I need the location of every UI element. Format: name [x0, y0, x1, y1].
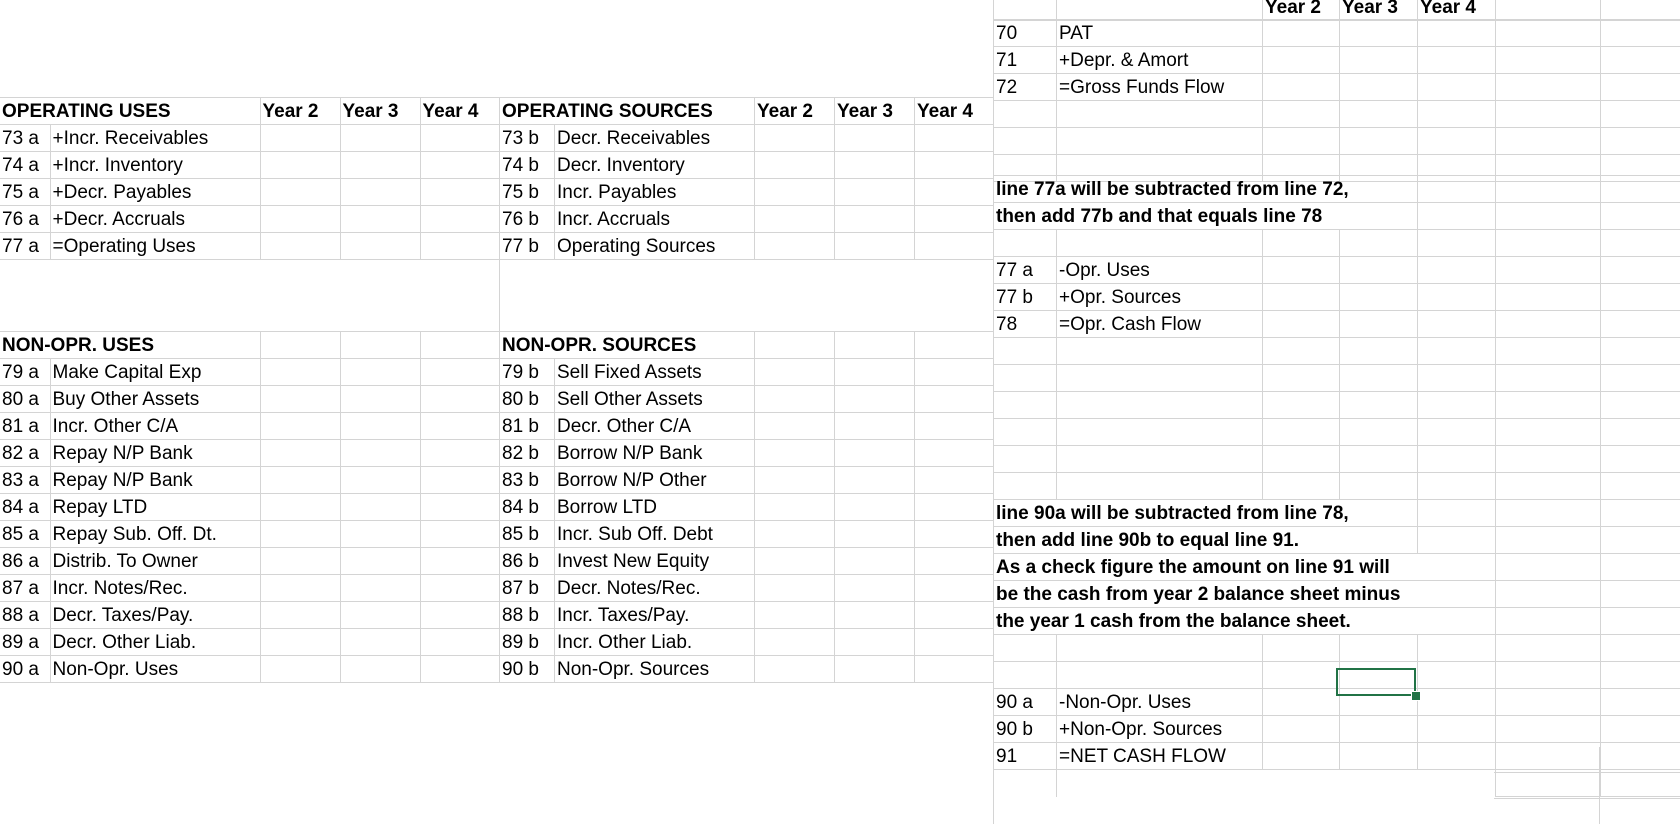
row-num[interactable]: 82 b [500, 440, 555, 467]
table-row [994, 257, 1680, 284]
table-row [0, 548, 499, 575]
row-num[interactable]: 75 b [500, 179, 555, 206]
table-row [500, 206, 994, 233]
row-num[interactable]: 77 b [500, 233, 555, 260]
row-label[interactable]: =Gross Funds Flow [1057, 74, 1263, 101]
nonopr-uses-table [0, 331, 500, 683]
header-year2[interactable]: Year 2 [1263, 0, 1340, 21]
column-divider [993, 669, 994, 824]
row-num[interactable]: 91 [994, 743, 1057, 770]
col-year3[interactable]: Year 3 [340, 98, 420, 125]
row-label[interactable]: Incr. Other Liab. [555, 629, 755, 656]
operating-sources-title[interactable]: OPERATING SOURCES [500, 98, 755, 125]
right-header-table [993, 0, 1680, 21]
table-row [994, 311, 1680, 338]
table-row [0, 602, 499, 629]
note2-line3[interactable]: As a check figure the amount on line 91 will [994, 554, 1496, 581]
row-num[interactable]: 85 b [500, 521, 555, 548]
row-num[interactable]: 88 b [500, 602, 555, 629]
table-row [0, 467, 499, 494]
note1-line1[interactable]: line 77a will be subtracted from line 72, [994, 176, 1418, 203]
row-label[interactable]: +Incr. Receivables [50, 125, 260, 152]
table-row [994, 284, 1680, 311]
row-num[interactable]: 77 b [994, 284, 1057, 311]
col-year4[interactable]: Year 4 [915, 98, 994, 125]
row-label[interactable]: -Opr. Uses [1057, 257, 1263, 284]
row-label[interactable]: Decr. Inventory [555, 152, 755, 179]
row-num[interactable]: 86 b [500, 548, 555, 575]
row-label[interactable]: Incr. Sub Off. Debt [555, 521, 755, 548]
col-year4[interactable]: Year 4 [420, 98, 499, 125]
table-row [0, 413, 499, 440]
row-num[interactable]: 74 b [500, 152, 555, 179]
table-row [500, 467, 994, 494]
table-row [0, 440, 499, 467]
row-num[interactable]: 83 b [500, 467, 555, 494]
row-label[interactable]: Decr. Taxes/Pay. [50, 602, 260, 629]
row-num[interactable]: 76 a [0, 206, 50, 233]
row-label[interactable]: Repay N/P Bank [50, 440, 260, 467]
row-label[interactable]: =Opr. Cash Flow [1057, 311, 1263, 338]
row-num[interactable]: 84 b [500, 494, 555, 521]
table-row [0, 152, 499, 179]
gross-flow-table [993, 19, 1680, 182]
row-label[interactable]: Invest New Equity [555, 548, 755, 575]
row-num[interactable]: 77 a [994, 257, 1057, 284]
row-label[interactable]: +Depr. & Amort [1057, 47, 1263, 74]
nonopr-uses-title[interactable]: NON-OPR. USES [0, 332, 260, 359]
row-num[interactable]: 90 a [994, 689, 1057, 716]
row-num[interactable]: 80 a [0, 386, 50, 413]
row-num[interactable]: 87 a [0, 575, 50, 602]
row-num[interactable]: 73 b [500, 125, 555, 152]
row-num[interactable]: 78 [994, 311, 1057, 338]
row-label[interactable]: Decr. Other Liab. [50, 629, 260, 656]
operating-uses-title[interactable]: OPERATING USES [0, 98, 260, 125]
row-label[interactable]: +Decr. Payables [50, 179, 260, 206]
note2-line5[interactable]: the year 1 cash from the balance sheet. [994, 608, 1496, 635]
row-num[interactable]: 79 b [500, 359, 555, 386]
row-label[interactable]: Incr. Other C/A [50, 413, 260, 440]
table-row [0, 386, 499, 413]
row-label[interactable]: Decr. Other C/A [555, 413, 755, 440]
row-num[interactable]: 70 [994, 20, 1057, 47]
row-label[interactable]: +Non-Opr. Sources [1057, 716, 1263, 743]
row-label[interactable]: Borrow N/P Bank [555, 440, 755, 467]
table-row [500, 494, 994, 521]
table-row [500, 548, 994, 575]
row-num[interactable]: 79 a [0, 359, 50, 386]
nonopr-sources-table [499, 331, 994, 683]
row-num[interactable]: 74 a [0, 152, 50, 179]
row-num[interactable]: 87 b [500, 575, 555, 602]
row-label[interactable]: Make Capital Exp [50, 359, 260, 386]
table-row [0, 521, 499, 548]
table-row [500, 656, 994, 683]
row-label[interactable]: Decr. Notes/Rec. [555, 575, 755, 602]
row-label[interactable]: Non-Opr. Uses [50, 656, 260, 683]
row-label[interactable]: Incr. Notes/Rec. [50, 575, 260, 602]
row-label[interactable]: Incr. Taxes/Pay. [555, 602, 755, 629]
table-row [500, 125, 994, 152]
table-row [0, 494, 499, 521]
header-year4[interactable]: Year 4 [1418, 0, 1496, 21]
row-label[interactable]: Sell Other Assets [555, 386, 755, 413]
table-row [0, 629, 499, 656]
row-label[interactable]: Non-Opr. Sources [555, 656, 755, 683]
table-row [500, 629, 994, 656]
column-divider [1599, 747, 1600, 824]
row-num[interactable]: 88 a [0, 602, 50, 629]
operating-uses-table [0, 97, 500, 260]
row-label[interactable]: =Operating Uses [50, 233, 260, 260]
row-num[interactable]: 90 b [994, 716, 1057, 743]
table-row [994, 20, 1680, 47]
row-label[interactable]: PAT [1057, 20, 1263, 47]
table-row [500, 179, 994, 206]
row-label[interactable]: Incr. Payables [555, 179, 755, 206]
row-label[interactable]: Distrib. To Owner [50, 548, 260, 575]
col-year3[interactable]: Year 3 [835, 98, 915, 125]
table-row [500, 233, 994, 260]
table-row [500, 152, 994, 179]
row-label[interactable]: Buy Other Assets [50, 386, 260, 413]
row-label[interactable]: Repay LTD [50, 494, 260, 521]
table-row [0, 359, 499, 386]
note1-line2[interactable]: then add 77b and that equals line 78 [994, 203, 1418, 230]
table-row [0, 656, 499, 683]
row-num[interactable]: 81 b [500, 413, 555, 440]
row-label[interactable]: +Decr. Accruals [50, 206, 260, 233]
row-num[interactable]: 83 a [0, 467, 50, 494]
row-divider [1494, 798, 1680, 799]
row-label[interactable]: Repay Sub. Off. Dt. [50, 521, 260, 548]
row-num[interactable]: 72 [994, 74, 1057, 101]
row-num[interactable]: 89 a [0, 629, 50, 656]
table-row [994, 743, 1680, 770]
note2-line2[interactable]: then add line 90b to equal line 91. [994, 527, 1418, 554]
row-num[interactable]: 85 a [0, 521, 50, 548]
row-num[interactable]: 71 [994, 47, 1057, 74]
table-row [0, 233, 499, 260]
table-row [500, 386, 994, 413]
row-label[interactable]: +Incr. Inventory [50, 152, 260, 179]
row-label[interactable]: Borrow LTD [555, 494, 755, 521]
row-num[interactable]: 90 b [500, 656, 555, 683]
row-num[interactable]: 81 a [0, 413, 50, 440]
row-num[interactable]: 76 b [500, 206, 555, 233]
selected-cell[interactable] [1336, 668, 1416, 696]
table-row [500, 413, 994, 440]
table-row [500, 440, 994, 467]
right-notes-table [993, 175, 1680, 797]
row-label[interactable]: Decr. Receivables [555, 125, 755, 152]
nonopr-sources-title[interactable]: NON-OPR. SOURCES [500, 332, 755, 359]
row-num[interactable]: 89 b [500, 629, 555, 656]
row-num[interactable]: 86 a [0, 548, 50, 575]
row-divider [1494, 772, 1680, 773]
table-row [500, 359, 994, 386]
row-num[interactable]: 90 a [0, 656, 50, 683]
col-year2[interactable]: Year 2 [260, 98, 340, 125]
row-label[interactable]: Incr. Accruals [555, 206, 755, 233]
row-label[interactable]: +Opr. Sources [1057, 284, 1263, 311]
table-row [0, 575, 499, 602]
row-num[interactable]: 82 a [0, 440, 50, 467]
table-row [994, 74, 1680, 101]
table-row [500, 575, 994, 602]
operating-sources-table [499, 97, 994, 260]
row-label[interactable]: Repay N/P Bank [50, 467, 260, 494]
row-num[interactable]: 84 a [0, 494, 50, 521]
row-label[interactable]: -Non-Opr. Uses [1057, 689, 1263, 716]
row-num[interactable]: 73 a [0, 125, 50, 152]
row-num[interactable]: 75 a [0, 179, 50, 206]
table-row [500, 521, 994, 548]
row-num[interactable]: 77 a [0, 233, 50, 260]
table-row [994, 47, 1680, 74]
row-label[interactable]: =NET CASH FLOW [1057, 743, 1263, 770]
row-label[interactable]: Borrow N/P Other [555, 467, 755, 494]
table-row [994, 716, 1680, 743]
row-label[interactable]: Sell Fixed Assets [555, 359, 755, 386]
table-row [500, 602, 994, 629]
col-year2[interactable]: Year 2 [755, 98, 835, 125]
table-row [0, 179, 499, 206]
header-year3[interactable]: Year 3 [1340, 0, 1418, 21]
note2-line1[interactable]: line 90a will be subtracted from line 78, [994, 500, 1418, 527]
column-divider [499, 253, 500, 331]
row-num[interactable]: 80 b [500, 386, 555, 413]
note2-line4[interactable]: be the cash from year 2 balance sheet minus [994, 581, 1496, 608]
table-row [0, 206, 499, 233]
table-row [0, 125, 499, 152]
row-label[interactable]: Operating Sources [555, 233, 755, 260]
fill-handle[interactable] [1411, 691, 1421, 701]
